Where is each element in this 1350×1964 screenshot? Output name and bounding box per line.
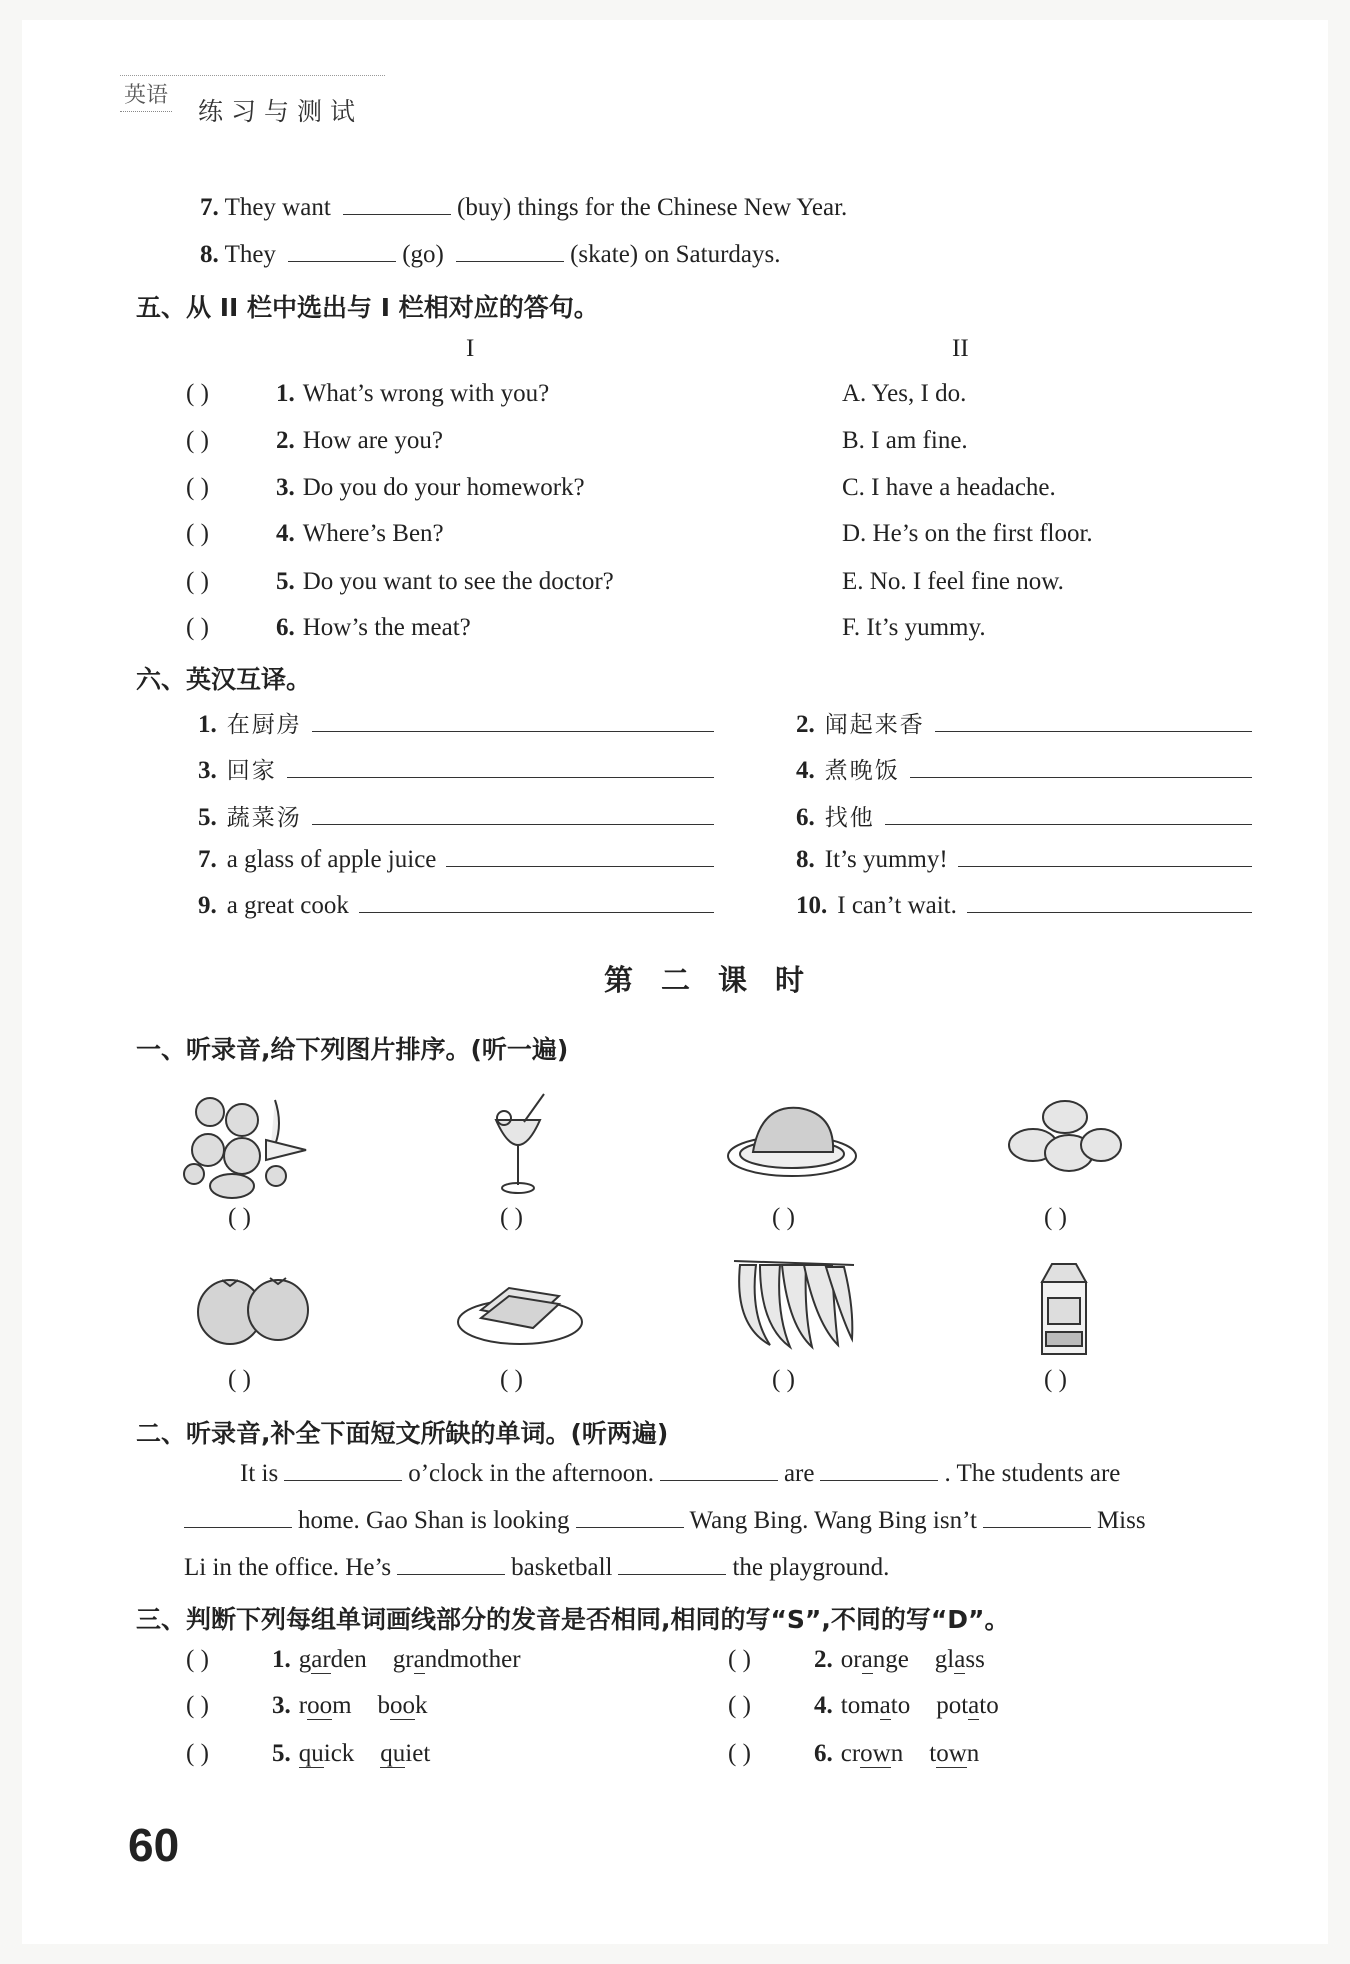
match-answer-3: C. I have a headache. xyxy=(842,474,1056,501)
match-question-4 xyxy=(276,520,444,548)
prev-item-7: 7. They want (buy) things for the Chinese New Year. xyxy=(200,194,848,221)
sec1-title: 一、听录音,给下列图片排序。(听一遍) xyxy=(136,1035,569,1064)
answer-line[interactable] xyxy=(446,865,714,867)
item-text: 蔬菜汤 xyxy=(226,805,302,831)
phonics-item-4 xyxy=(814,1692,999,1720)
item-number: 2. xyxy=(796,711,815,738)
match-answer-6: F. It’s yummy. xyxy=(842,614,986,641)
answer-blank[interactable] xyxy=(456,260,564,262)
item-text: 闻起来香 xyxy=(824,712,925,738)
picture-order-bracket-3[interactable]: ( ) xyxy=(772,1204,795,1231)
item-text: It’s yummy! xyxy=(824,846,948,873)
translation-item-7 xyxy=(198,846,714,874)
picture-order-bracket-2[interactable]: ( ) xyxy=(500,1204,523,1231)
answer-blank[interactable] xyxy=(576,1526,684,1528)
question-text: Do you want to see the doctor? xyxy=(302,568,614,595)
answer-line[interactable] xyxy=(885,823,1252,825)
item-number: 3. xyxy=(198,757,217,784)
sec3-title: 三、判断下列每组单词画线部分的发音是否相同,相同的写“S”,不同的写“D”。 xyxy=(136,1605,1010,1634)
underlined-part: qu xyxy=(380,1740,406,1767)
prev-item-8: 8. They (go) (skate) on Saturdays. xyxy=(200,241,781,268)
word-1: crown xyxy=(840,1740,904,1767)
translation-item-10 xyxy=(796,892,1252,920)
answer-line[interactable] xyxy=(312,730,714,732)
answer-line[interactable] xyxy=(958,865,1252,867)
item-number: 10. xyxy=(796,892,828,919)
milk-carton-icon xyxy=(1036,1258,1092,1358)
match-answer-2: B. I am fine. xyxy=(842,427,968,454)
item-number: 5. xyxy=(272,1740,291,1767)
question-text: What’s wrong with you? xyxy=(302,380,550,407)
question-text: Do you do your homework? xyxy=(302,474,585,501)
word-2: town xyxy=(929,1740,980,1767)
phonics-item-6 xyxy=(814,1740,979,1768)
item-number: 1. xyxy=(198,711,217,738)
underlined-part: a xyxy=(879,1692,891,1719)
picture-order-bracket-4[interactable]: ( ) xyxy=(1044,1204,1067,1231)
answer-blank[interactable] xyxy=(397,1573,505,1575)
match-question-2 xyxy=(276,427,443,455)
translation-item-9 xyxy=(198,892,714,920)
picture-order-bracket-6[interactable]: ( ) xyxy=(500,1366,523,1393)
item-number: 3. xyxy=(272,1692,291,1719)
answer-line[interactable] xyxy=(935,730,1252,732)
match-question-5 xyxy=(276,568,614,596)
match-question-3 xyxy=(276,474,585,502)
item-number: 4. xyxy=(796,757,815,784)
answer-line[interactable] xyxy=(967,911,1252,913)
word-2: glass xyxy=(934,1646,985,1673)
part6-title: 六、英汉互译。 xyxy=(136,665,312,694)
question-text: Where’s Ben? xyxy=(302,520,444,547)
answer-blank[interactable] xyxy=(184,1526,292,1528)
passage-line-2: home. Gao Shan is looking Wang Bing. Wang Bing isn’t Miss xyxy=(184,1507,1146,1535)
match-question-1 xyxy=(276,380,549,408)
answer-blank[interactable] xyxy=(660,1479,778,1481)
answer-bracket[interactable]: ( ) xyxy=(186,474,209,501)
answer-line[interactable] xyxy=(312,823,714,825)
question-number: 4. xyxy=(276,520,295,547)
question-number: 2. xyxy=(276,427,295,454)
potatoes-icon xyxy=(1005,1095,1125,1185)
phonics-item-5 xyxy=(272,1740,430,1768)
word-1: garden xyxy=(298,1646,367,1673)
header-title: 练习与测试 xyxy=(198,97,364,126)
item-text: 在厨房 xyxy=(226,712,302,738)
item-number: 7. xyxy=(198,846,217,873)
word-2: grandmother xyxy=(392,1646,521,1673)
translation-item-1 xyxy=(198,706,714,739)
question-number: 3. xyxy=(276,474,295,501)
item-number: 8. xyxy=(796,846,815,873)
answer-bracket[interactable]: ( ) xyxy=(186,568,209,595)
answer-blank[interactable] xyxy=(983,1526,1091,1528)
question-number: 5. xyxy=(276,568,295,595)
item-text: 找他 xyxy=(824,805,875,831)
answer-bracket[interactable]: ( ) xyxy=(186,427,209,454)
answer-bracket[interactable]: ( ) xyxy=(728,1692,751,1719)
item-number: 5. xyxy=(198,804,217,831)
item-text: 回家 xyxy=(226,758,277,784)
answer-blank[interactable] xyxy=(820,1479,938,1481)
translation-item-8 xyxy=(796,846,1252,874)
part5-title: 五、从 II 栏中选出与 I 栏相对应的答句。 xyxy=(136,293,599,322)
item-number: 9. xyxy=(198,892,217,919)
word-1: quick xyxy=(298,1740,355,1767)
item-text: a great cook xyxy=(226,892,349,919)
answer-bracket[interactable]: ( ) xyxy=(186,614,209,641)
answer-line[interactable] xyxy=(910,776,1252,778)
bread-plate-icon xyxy=(455,1270,585,1350)
underlined-part: ow xyxy=(860,1740,891,1767)
word-1: orange xyxy=(840,1646,909,1673)
part5-col2-label: II xyxy=(952,335,969,362)
header-dotted-line xyxy=(120,75,385,76)
picture-order-bracket-8[interactable]: ( ) xyxy=(1044,1366,1067,1393)
match-answer-1: A. Yes, I do. xyxy=(842,380,967,407)
underlined-part: a xyxy=(954,1646,966,1673)
answer-line[interactable] xyxy=(287,776,714,778)
item-text: I can’t wait. xyxy=(837,892,957,919)
answer-bracket[interactable]: ( ) xyxy=(186,1692,209,1719)
meat-dish-icon xyxy=(725,1100,860,1180)
underlined-part: ow xyxy=(936,1740,967,1767)
vegetables-icon xyxy=(180,1090,320,1200)
juice-glass-icon xyxy=(488,1090,548,1200)
underlined-part: oo xyxy=(390,1692,416,1719)
underlined-part: ar xyxy=(311,1646,331,1673)
word-2: book xyxy=(377,1692,428,1719)
match-answer-4: D. He’s on the first floor. xyxy=(842,520,1093,547)
picture-order-bracket-7[interactable]: ( ) xyxy=(772,1366,795,1393)
answer-bracket[interactable]: ( ) xyxy=(186,520,209,547)
question-text: How’s the meat? xyxy=(302,614,471,641)
match-answer-5: E. No. I feel fine now. xyxy=(842,568,1064,595)
item-number: 6. xyxy=(814,1740,833,1767)
word-2: quiet xyxy=(380,1740,431,1767)
picture-order-bracket-5[interactable]: ( ) xyxy=(228,1366,251,1393)
phonics-item-2 xyxy=(814,1646,985,1674)
item-number: 6. xyxy=(796,804,815,831)
translation-item-6 xyxy=(796,799,1252,832)
page-number: 60 xyxy=(128,1819,180,1871)
passage-line-3: Li in the office. He’s basketball the playground. xyxy=(184,1554,890,1581)
word-1: tomato xyxy=(840,1692,911,1719)
underlined-part: a xyxy=(861,1646,873,1673)
word-2: potato xyxy=(936,1692,999,1719)
underlined-part: qu xyxy=(298,1740,324,1767)
translation-item-4 xyxy=(796,752,1252,785)
item-text: 煮晚饭 xyxy=(824,758,900,784)
translation-item-3 xyxy=(198,752,714,785)
answer-bracket[interactable]: ( ) xyxy=(728,1740,751,1767)
underlined-part: a xyxy=(413,1646,425,1673)
item-number: 2. xyxy=(814,1646,833,1673)
item-text: a glass of apple juice xyxy=(226,846,437,873)
answer-bracket[interactable]: ( ) xyxy=(186,1740,209,1767)
phonics-item-3 xyxy=(272,1692,428,1720)
item-number: 4. xyxy=(814,1692,833,1719)
answer-blank[interactable] xyxy=(343,213,451,215)
answer-line[interactable] xyxy=(359,911,714,913)
answer-bracket[interactable]: ( ) xyxy=(186,380,209,407)
question-number: 1. xyxy=(276,380,295,407)
tomatoes-icon xyxy=(192,1262,312,1352)
item-number: 1. xyxy=(272,1646,291,1673)
picture-order-bracket-1[interactable]: ( ) xyxy=(228,1204,251,1231)
phonics-item-1 xyxy=(272,1646,521,1674)
underlined-part: oo xyxy=(307,1692,333,1719)
match-question-6 xyxy=(276,614,471,642)
answer-blank[interactable] xyxy=(288,260,396,262)
answer-bracket[interactable]: ( ) xyxy=(728,1646,751,1673)
part5-col1-label: I xyxy=(466,335,475,362)
answer-blank[interactable] xyxy=(618,1573,726,1575)
answer-bracket[interactable]: ( ) xyxy=(186,1646,209,1673)
sec2-title: 二、听录音,补全下面短文所缺的单词。(听两遍) xyxy=(136,1419,669,1448)
question-text: How are you? xyxy=(302,427,443,454)
word-1: room xyxy=(298,1692,352,1719)
bananas-icon xyxy=(730,1255,860,1355)
translation-item-2 xyxy=(796,706,1252,739)
translation-item-5 xyxy=(198,799,714,832)
lesson-title: 第二课时 xyxy=(604,963,833,997)
underlined-part: a xyxy=(968,1692,980,1719)
answer-blank[interactable] xyxy=(284,1479,402,1481)
header-subject-tag: 英语 xyxy=(120,78,172,112)
question-number: 6. xyxy=(276,614,295,641)
passage-line-1: It is o’clock in the afternoon. are . The students are xyxy=(240,1460,1121,1487)
